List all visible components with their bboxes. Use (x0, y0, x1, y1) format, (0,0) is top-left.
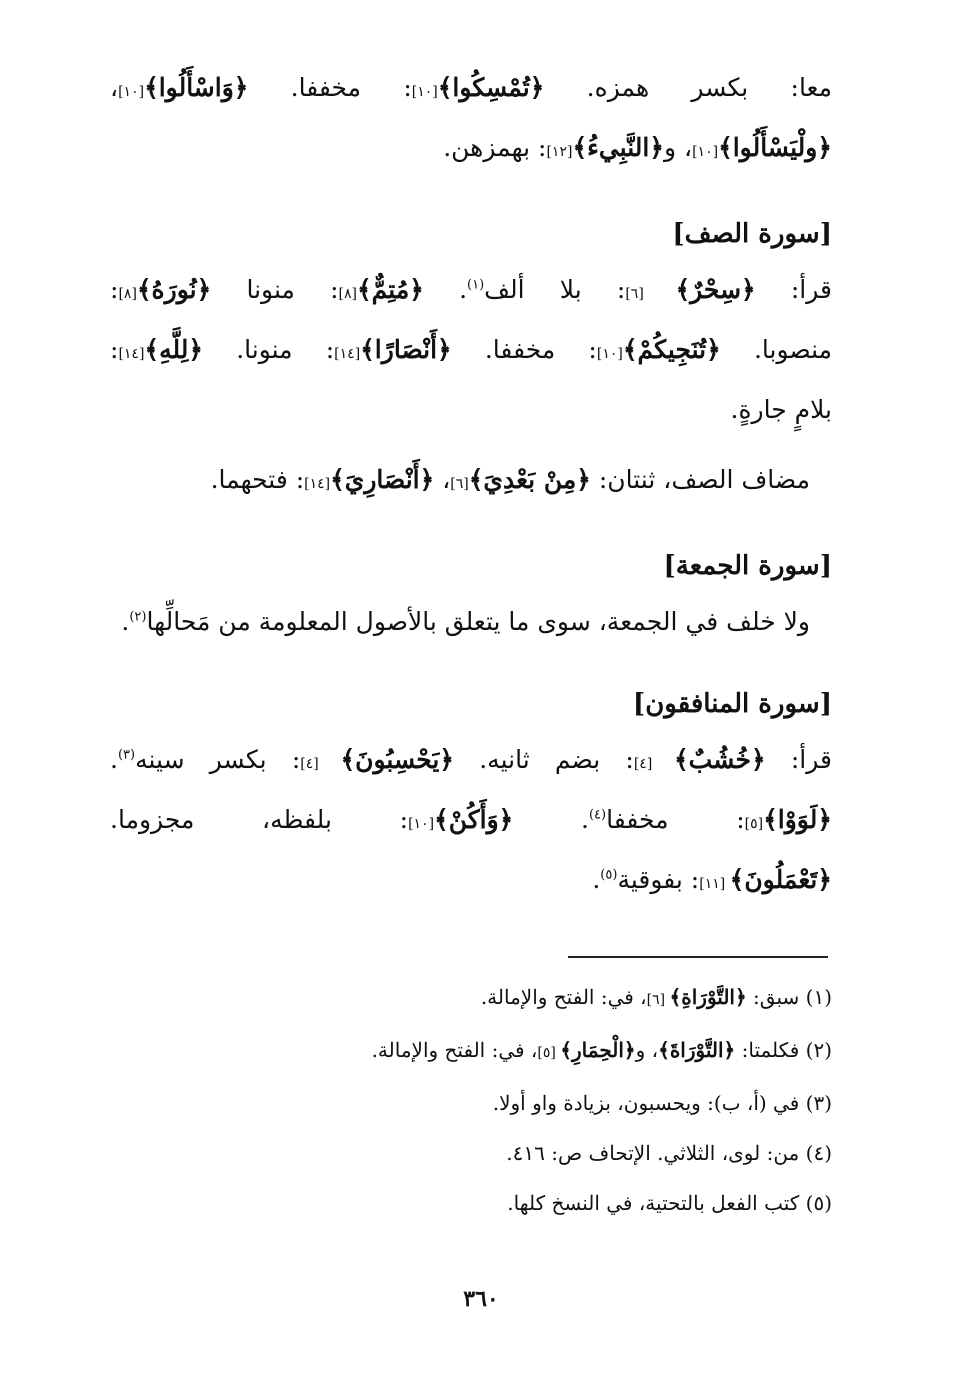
footnotes (200, 972, 832, 1228)
footnote-ref: (٥) (600, 867, 618, 883)
footnote-ref: (٤) (588, 807, 607, 823)
text-line: ﴿ولْيَسْأَلُوا﴾[١٠]، و﴿النَّبِيءُ﴾[١٢]: بهمزهن. (443, 133, 832, 162)
footnote: (٤) من: لوى، الثلاثي. الإتحاف ص: ٤١٦. (506, 1141, 832, 1165)
footnote: (٣) في (أ، ب): ويحسبون، بزيادة واو أولا. (492, 1091, 832, 1115)
footnote-ref: (٢) (129, 609, 147, 625)
text-line: بلامٍ جارةٍ. (730, 395, 832, 424)
text-line: منصوبا. ﴿تُنَجِيكُمْ﴾[١٠]: مخففا. ﴿أَنْصَارًا﴾[١٤]: منونا. ﴿لِلَّهِ﴾[١٤]: (110, 335, 833, 364)
footnote-ref: (١) (467, 277, 485, 293)
section-heading-saff: [سورة الصف] (672, 219, 832, 249)
footnote: (٢) فكلمتا: ﴿التَّوْرَاةَ﴾، و﴿الْحِمَارِ﴾ [٥]، في: الفتح والإمالة. (371, 1038, 832, 1062)
main-text (110, 60, 832, 912)
footnote-ref: (٣) (117, 747, 136, 763)
footnote: (١) سبق: ﴿التَّوْرَاةِ﴾ [٦]، في: الفتح والإمالة. (480, 985, 832, 1009)
section-heading-jumua: [سورة الجمعة] (663, 551, 832, 581)
section-heading-munafiqun: [سورة المنافقون] (632, 689, 832, 719)
text-line: ولا خلف في الجمعة، سوى ما يتعلق بالأصول المعلومة من مَحالِّها$^{(٢)}$. (121, 607, 810, 636)
footnote-divider (568, 956, 828, 958)
page-number: ٣٦٠ (463, 1286, 499, 1312)
text-line: معا: بكسر همزه. ﴿تُمْسِكُوا﴾[١٠]: مخففا. ﴿وَاسْأَلُوا﴾[١٠]، (110, 73, 833, 102)
text-line: قرأ: ﴿خُشُبٌ﴾ [٤]: بضم ثانيه. ﴿يَحْسِبُونَ﴾ [٤]: بكسر سينه$^{(٣)}$. (110, 745, 832, 774)
footnote: (٥) كتب الفعل بالتحتية، في النسخ كلها. (507, 1191, 832, 1215)
text-line: قرأ: ﴿سِحْرٌ﴾ [٦]: بلا ألف$^{(١)}$. ﴿مُتِمٌّ﴾[٨]: منونا ﴿نُورَهُ﴾[٨]: (110, 275, 832, 304)
text-line: ﴿لَوَوْا﴾[٥]: مخففا$^{(٤)}$. ﴿وَأَكُنْ﴾[١٠]: بلفظه، مجزوما. (110, 805, 832, 834)
text-line: مضاف الصف، ثنتان: ﴿مِنْ بَعْدِيَ﴾[٦]، ﴿أَنْصَارِيَ﴾[١٤]: فتحهما. (210, 465, 810, 494)
text-line: ﴿تَعْمَلُونَ﴾ [١١]: بفوقية$^{(٥)}$. (592, 865, 832, 894)
